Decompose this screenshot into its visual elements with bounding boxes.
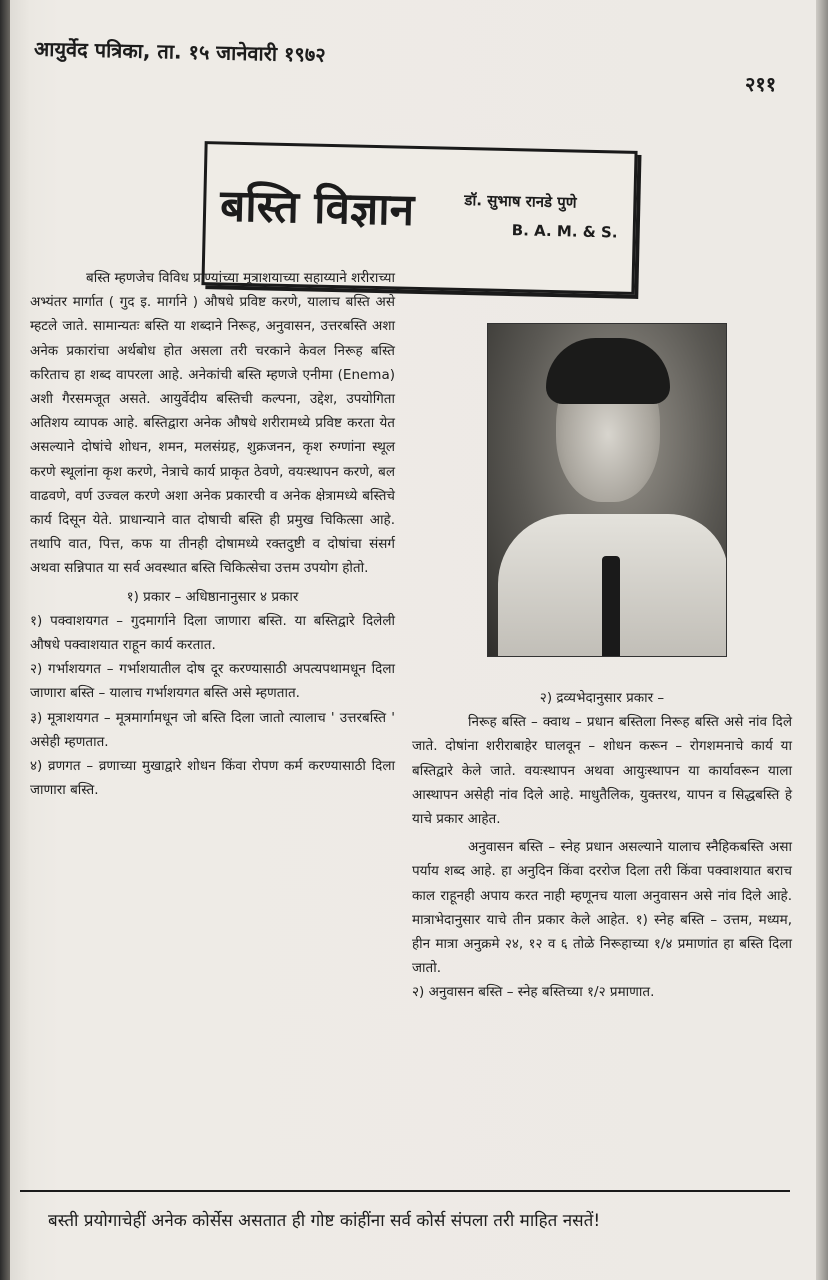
list-item: ४) व्रणगत – व्रणाच्या मुखाद्वारे शोधन किंवा रोपण कर्म करण्यासाठी दिला जाणारा बस्ति. [30,758,395,799]
running-head: आयुर्वेद पत्रिका, ता. १५ जानेवारी १९७२ [33,36,326,67]
page-edge-shadow [816,0,828,1280]
section-heading-dravya: २) द्रव्यभेदानुसार प्रकार – [539,690,665,706]
list-item: ३) मूत्राशयगत – मूत्रमार्गामधून जो बस्ति दिला जातो त्यालाच ' उत्तरबस्ति ' असेही म्हणतात. [30,709,395,750]
photo-tie [602,556,620,657]
author-photo [487,323,727,657]
page-number: २११ [745,72,777,96]
photo-hair [546,338,670,404]
list-item: १) पक्वाशयगत – गुदमार्गाने दिला जाणारा बस्ति. या बस्तिद्वारे दिलेली औषधे पक्वाशयात राहून कार्य करतात. [30,612,395,654]
left-column [30,266,395,802]
anuvasan-list-item: २) अनुवासन बस्ति – स्नेह बस्तिच्या १/२ प्रमाणात. [412,984,655,1001]
anuvasan-paragraph: अनुवासन बस्ति – स्नेह प्रधान असल्याने यालाच स्नैहिकबस्ति असा पर्याय शब्द आहे. हा अनुदिन किंवा दररोज दिला तरी किंवा पक्वाशयात बराच काल राहूनही अपाय करत नाही म्हणूनच याला अनुवासन असे नांव दिले आहे. मात्राभेदानुसार याचे तीन प्रकार केले आहेत. १) स्नेह बस्ति – उत्तम, मध्यम, हीन मात्रा अनुक्रमे २४, १२ व ६ तोळे निरूहाच्या १/४ प्रमाणांत हा बस्ति दिला जातो. [412,839,792,977]
bottom-divider [20,1190,790,1192]
book-spine-shadow [0,0,10,1280]
author-degree: B. A. M. & S. [511,221,618,242]
list-item: २) गर्भाशयगत – गर्भाशयातील दोष दूर करण्यासाठी अपत्यपथामधून दिला जाणारा बस्ति – यालाच गर्भाशयगत बस्ति असे म्हणतात. [30,661,395,702]
section-heading-types: १) प्रकार – अधिष्ठानानुसार ४ प्रकार [126,588,299,605]
author-name: डॉ. सुभाष रानडे पुणे [464,191,577,212]
intro-paragraph: बस्ति म्हणजेच विविध प्राण्यांच्या मूत्राशयाच्या सहाय्याने शरीराच्या अभ्यंतर मार्गात ( गुद इ. मार्गाने ) औषधे प्रविष्ट करणे, यालाच बस्ति असे म्हटले जाते. सामान्यतः बस्ति या शब्दाने निरूह, अनुवासन, उत्तरबस्ति अशा अनेक प्रकारांचा अर्थबोध होत असला तरी चरकाने केवल निरूह बस्ति करिताच हा शब्द वापरला आहे. अनेकांची बस्ति म्हणजे एनीमा (Enema) अशी गैरसमजूत असते. आयुर्वेदीय बस्तिची कल्पना, उद्देश, उपयोगिता अतिशय व्यापक आहे. बस्तिद्वारा अनेक औषधे शरीरामध्ये प्रविष्ट करता येत असल्याने दोषांचे शोधन, शमन, मलसंग्रह, शुक्रजनन, कृश रुग्णांना स्थूल करणे स्थूलांना कृश करणे, नेत्राचे कार्य प्राकृत ठेवणे, वयःस्थापन करणे, बल वाढवणे, वर्ण उज्वल करणे अशा अनेक प्रकारची व अनेक क्षेत्रामध्ये बस्तिचे कार्य दिसून येते. प्राधान्याने वात दोषाची बस्ति ही प्रमुख चिकित्सा आहे. तथापि वात, पित्त, कफ या तीनही दोषामध्ये रक्तदुष्टी व दोषांचा संसर्ग अथवा सन्निपात या सर्व अवस्थात बस्ति चिकित्सेचा उत्तम उपयोग होतो. [30,270,395,577]
right-column [412,686,792,1005]
footer-note: बस्ती प्रयोगाचेहीं अनेक कोर्सेस असतात ही गोष्ट कांहींना सर्व कोर्स संपला तरी माहित नसतें! [48,1211,601,1231]
article-title: बस्ति विज्ञान [219,180,415,236]
niruha-paragraph: निरूह बस्ति – क्वाथ – प्रधान बस्तिला निरूह बस्ति असे नांव दिले जाते. दोषांना शरीराबाहेर घालवून – शोधन करून – रोगशमनाचे कार्य या बस्तिद्वारे केले जाते. वयःस्थापन अथवा आयुःस्थापन या कार्यावरून याला आस्थापन असेही नांव दिले आहे. माधुतैलिक, युक्तरथ, यापन व सिद्धबस्ति हे याचे प्रकार आहेत. [412,714,792,828]
